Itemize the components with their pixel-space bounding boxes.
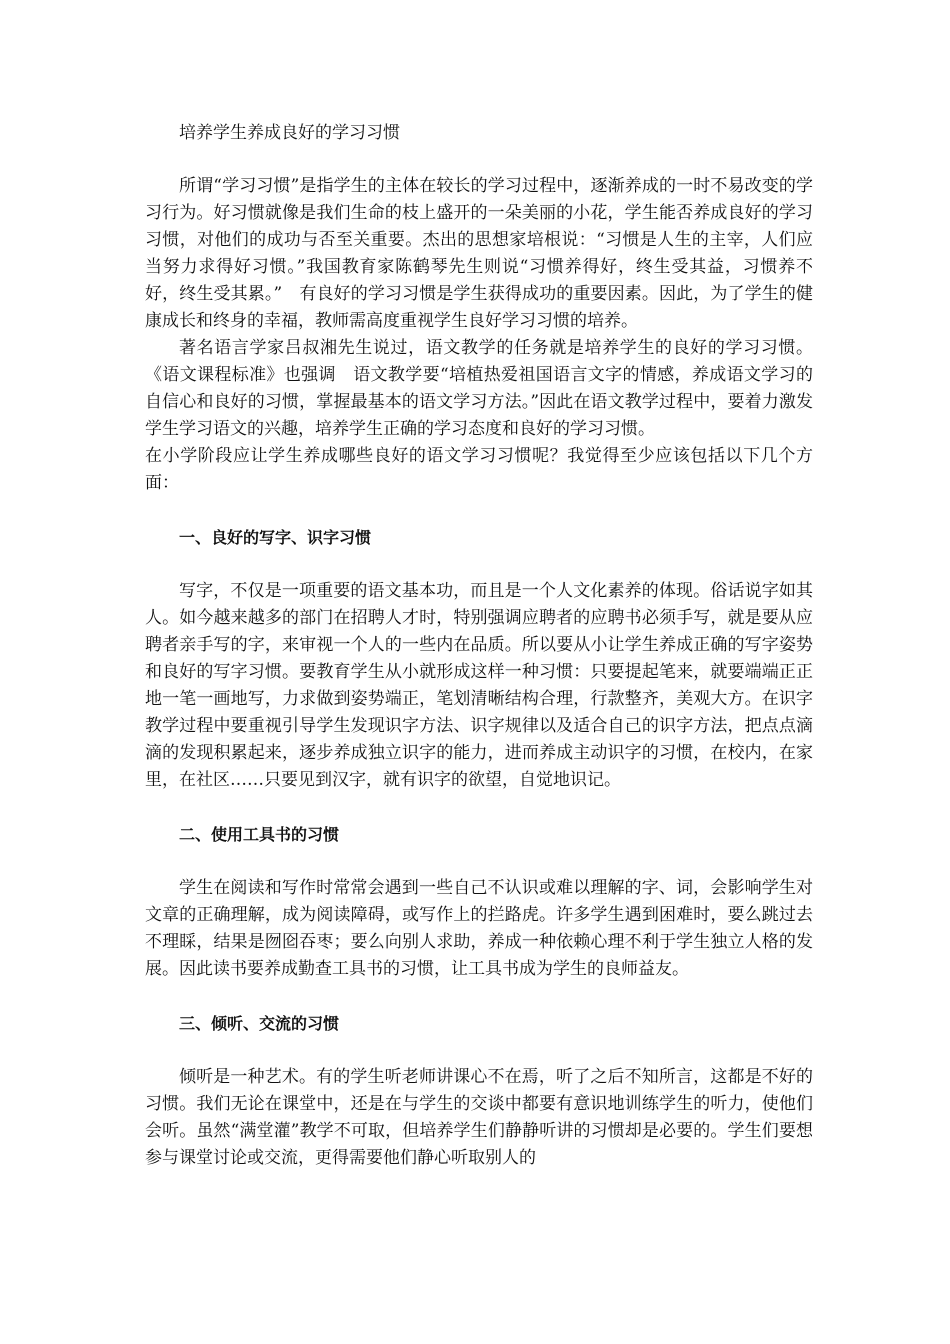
section-heading-writing: 一、良好的写字、识字习惯 (179, 528, 372, 547)
intro-paragraph-3: 在小学阶段应让学生养成哪些良好的语文学习习惯呢？我觉得至少应该包括以下几个方面： (145, 446, 813, 493)
document-body (145, 120, 813, 1172)
intro-paragraph-1: 所谓“学习习惯”是指学生的主体在较长的学习过程中，逐渐养成的一时不易改变的学习行为。好习惯就像是我们生命的枝上盛开的一朵美丽的小花，学生能否养成良好的学习习惯，对他们的成功与否至关重要。杰出的思想家培根说：“习惯是人生的主宰，人们应当努力求得好习惯。”我国教育家陈鹤琴先生则说“习惯养得好，终生受其益，习惯养不好，终生受其累。” 有良好的学习习惯是学生获得成功的重要因素。因此，为了学生的健康成长和终身的幸福，教师需高度重视学生良好学习习惯的培养。 (145, 176, 813, 331)
section-body-reference-books: 学生在阅读和写作时常常会遇到一些自己不认识或难以理解的字、词，会影响学生对文章的正确理解，成为阅读障碍，或写作上的拦路虎。许多学生遇到困难时，要么跳过去不理睬，结果是囫囵吞枣；要么向别人求助，养成一种依赖心理不利于学生独立人格的发展。因此读书要养成勤查工具书的习惯，让工具书成为学生的良师益友。 (145, 878, 813, 979)
section-body-listening: 倾听是一种艺术。有的学生听老师讲课心不在焉，听了之后不知所言，这都是不好的习惯。我们无论在课堂中，还是在与学生的交谈中都要有意识地训练学生的听力，使他们会听。虽然“满堂灌”教学不可取，但培养学生们静静听讲的习惯却是必要的。学生们要想参与课堂讨论或交流，更得需要他们静心听取别人的 (145, 1067, 813, 1168)
section-body-writing: 写字，不仅是一项重要的语文基本功，而且是一个人文化素养的体现。俗话说字如其人。如今越来越多的部门在招聘人才时，特别强调应聘者的应聘书必须手写，就是要从应聘者亲手写的字，来审视一个人的一些内在品质。所以要从小让学生养成正确的写字姿势和良好的写字习惯。要教育学生从小就形成这样一种习惯：只要提起笔来，就要端端正正地一笔一画地写，力求做到姿势端正，笔划清晰结构合理，行款整齐，美观大方。在识字教学过程中要重视引导学生发现识字方法、识字规律以及适合自己的识字方法，把点点滴滴的发现积累起来，逐步养成独立识字的能力，进而养成主动识字的习惯，在校内，在家里，在社区……只要见到汉字，就有识字的欲望，自觉地识记。 (145, 581, 813, 790)
section-heading-listening: 三、倾听、交流的习惯 (179, 1014, 340, 1033)
document-title: 培养学生养成良好的学习习惯 (179, 123, 400, 143)
section-heading-reference-books: 二、使用工具书的习惯 (179, 825, 340, 844)
intro-paragraph-2: 著名语言学家吕叔湘先生说过，语文教学的任务就是培养学生的良好的学习习惯。《语文课程标准》也强调 语文教学要“培植热爱祖国语言文字的情感，养成语文学习的自信心和良好的习惯，掌握最基本的语文学习方法。”因此在语文教学过程中，要着力激发学生学习语文的兴趣，培养学生正确的学习态度和良好的学习习惯。 (145, 338, 813, 439)
